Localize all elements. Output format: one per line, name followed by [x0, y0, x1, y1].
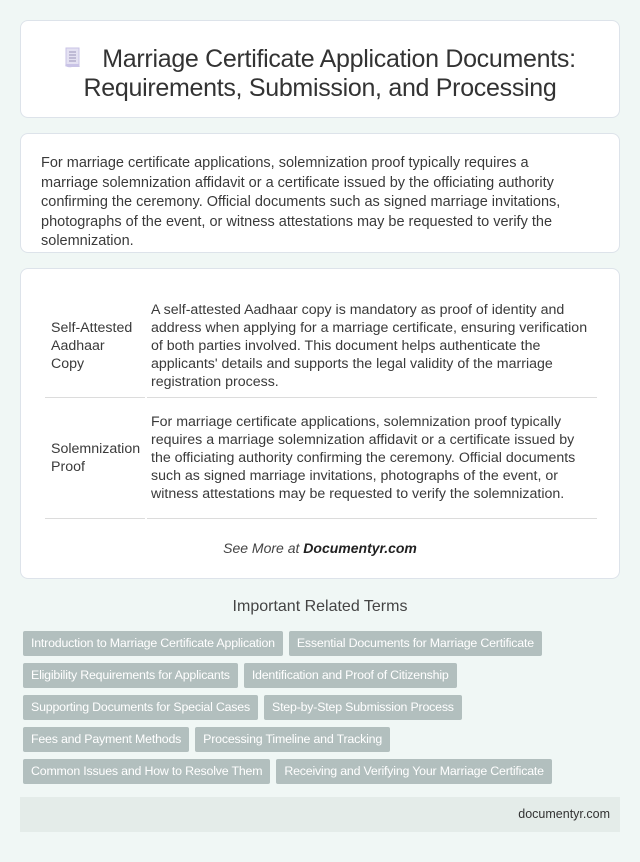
documents-table-card [20, 268, 620, 579]
table-cell-description: A self-attested Aadhaar copy is mandatory as proof of identity and address when applying for a marriage certificate, ensuring verification of both parties involved. This document helps authenticate the applicants' details and supports the legal validity of the marriage registration process. [147, 294, 597, 398]
related-term-tag[interactable]: Receiving and Verifying Your Marriage Certificate [276, 759, 552, 784]
table-cell-term: Self-Attested Aadhaar Copy [45, 294, 145, 398]
related-term-tag[interactable]: Supporting Documents for Special Cases [23, 695, 258, 720]
related-term-tag[interactable]: Introduction to Marriage Certificate Application [23, 631, 283, 656]
title-card [20, 20, 620, 118]
summary-text: For marriage certificate applications, solemnization proof typically requires a marriage solemnization affidavit or a certificate issued by the officiating authority confirming the ceremony. Official documents such as signed marriage invitations, photographs of the event, or witness attestations may be requested to verify the solemnization. [41, 155, 561, 249]
see-more-prefix: See More at [223, 540, 304, 556]
footer-site-link[interactable]: documentyr.com [518, 807, 610, 821]
footer [20, 797, 620, 832]
page-title [21, 21, 619, 103]
related-term-tag[interactable]: Step-by-Step Submission Process [264, 695, 462, 720]
see-more [21, 540, 619, 556]
related-term-tag[interactable]: Processing Timeline and Tracking [195, 727, 390, 752]
table-cell-description: For marriage certificate applications, solemnization proof typically requires a marriage solemnization affidavit or a certificate issued by the officiating authority confirming the ceremony. Official documents such as signed marriage invitations, photographs of the event, or witness attestations may be requested to verify the solemnization. [147, 398, 597, 519]
page-title-text: Marriage Certificate Application Documents: Requirements, Submission, and Processing [83, 45, 576, 102]
related-term-tag[interactable]: Eligibility Requirements for Applicants [23, 663, 238, 688]
table-row [45, 398, 597, 519]
related-terms-title: Important Related Terms [232, 598, 408, 615]
related-term-tag[interactable]: Fees and Payment Methods [23, 727, 189, 752]
related-term-tag[interactable]: Identification and Proof of Citizenship [244, 663, 457, 688]
related-term-tag[interactable]: Essential Documents for Marriage Certificate [289, 631, 542, 656]
table-cell-term: Solemnization Proof [45, 398, 145, 519]
related-terms-tags [23, 631, 583, 784]
document-scroll-icon [64, 47, 82, 69]
documents-table [43, 294, 599, 519]
table-row [45, 294, 597, 398]
summary-card [20, 133, 620, 253]
see-more-link[interactable]: Documentyr.com [303, 540, 417, 556]
related-term-tag[interactable]: Common Issues and How to Resolve Them [23, 759, 270, 784]
